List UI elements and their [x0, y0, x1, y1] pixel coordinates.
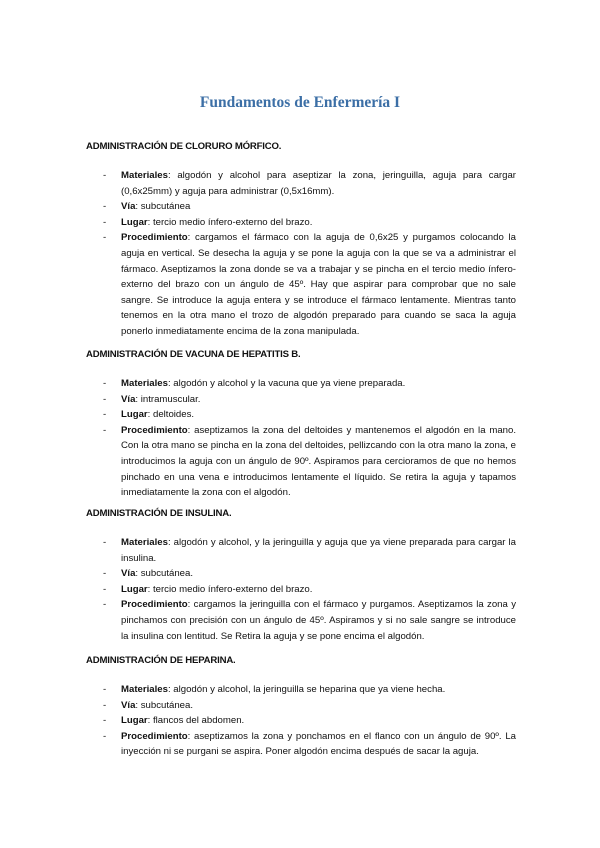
item-text: : aseptizamos la zona y ponchamos en el flanco con un ángulo de 90º. La inyección ni se purgani se aspira. Poner algodón encima después de sacar la aguja. [121, 730, 516, 758]
item-label: Procedimiento [121, 424, 188, 436]
list-item-lugar [86, 215, 516, 231]
dash-bullet: - [103, 537, 107, 548]
dash-bullet: - [103, 699, 107, 711]
dash-bullet: - [103, 424, 107, 436]
item-text: : deltoides. [147, 409, 195, 421]
item-text: : subcutánea. [135, 699, 194, 711]
item-label: Procedimiento [121, 232, 188, 244]
item-text: : algodón y alcohol, la jeringuilla se heparina que ya viene hecha. [167, 684, 446, 695]
item-text: : cargamos el fármaco con la aguja de 0,6x25 y purgamos colocando la aguja en vertical. Se desecha la aguja y se pone la aguja con la que se va a administrar el fármaco. Aseptizamos la zona donde se va a trabajar y se pincha en el tercio medio ínfero-externo del brazo con un ángulo de 45º. Hay que aspirar para comprobar que no sale sangre. Se introduce la aguja entera y se introduce el fármaco lentamente. Mientras tanto tenemos en la otra mano el trozo de algodón preparado para cuando se saca la aguja ponerlo inmediatamente encima de la zona manipulada. [121, 232, 516, 337]
list-item-materiales [86, 168, 516, 199]
dash-bullet: - [103, 715, 107, 727]
dash-bullet: - [103, 568, 107, 580]
list-item-materiales [86, 535, 516, 566]
list-item-procedimiento [86, 423, 516, 501]
item-text: : aseptizamos la zona del deltoides y mantenemos el algodón en la mano. Con la otra mano se pincha en la zona del deltoides, pellizcando con la otra mano la zona, e introducimos la aguja con un ángulo de 90º. Aspiramos para cercioramos de que no hemos pinchado en una vena e introducimos lentamente el líquido. Se retira la aguja y tapamos inmediatamente la zona con el algodón. [121, 424, 516, 499]
section-heading: ADMINISTRACIÓN DE INSULINA. [86, 508, 232, 519]
dash-bullet: - [103, 378, 107, 389]
item-list [86, 682, 516, 760]
dash-bullet: - [103, 201, 107, 213]
item-text: : tercio medio ínfero-externo del brazo. [147, 583, 313, 595]
item-text: : flancos del abdomen. [147, 715, 245, 727]
item-text: : tercio medio ínfero-externo del brazo. [147, 216, 313, 228]
item-label: Vía [121, 699, 136, 711]
dash-bullet: - [103, 583, 107, 595]
item-text: : subcutánea [135, 201, 191, 213]
section-heparina [86, 655, 516, 760]
item-label: Lugar [121, 583, 148, 595]
item-text: : intramuscular. [135, 393, 201, 405]
dash-bullet: - [103, 170, 107, 181]
item-list [86, 168, 516, 340]
dash-bullet: - [103, 730, 107, 742]
item-text: : algodón y alcohol y la vacuna que ya viene preparada. [167, 378, 406, 389]
item-label: Materiales [121, 684, 168, 695]
list-item-procedimiento [86, 230, 516, 339]
list-item-lugar [86, 713, 516, 729]
list-item-procedimiento [86, 597, 516, 644]
section-heading: ADMINISTRACIÓN DE CLORURO MÓRFICO. [86, 141, 282, 152]
list-item-materiales [86, 376, 516, 392]
item-list [86, 535, 516, 644]
list-item-via [86, 566, 516, 582]
list-item-via [86, 392, 516, 408]
item-label: Vía [121, 568, 136, 580]
item-text: : cargamos la jeringuilla con el fármaco y purgamos. Aseptizamos la zona y pinchamos con precisión con un ángulo de 45º. Aspiramos y si no sale sangre se introduce la insulina con lentitud. Se Retira la aguja y se pone encima el algodón. [121, 599, 516, 642]
dash-bullet: - [103, 393, 107, 405]
section-insulina [86, 508, 516, 644]
list-item-materiales [86, 682, 516, 698]
item-label: Lugar [121, 216, 148, 228]
item-label: Procedimiento [121, 599, 188, 611]
item-label: Materiales [121, 378, 168, 389]
dash-bullet: - [103, 232, 107, 244]
item-label: Procedimiento [121, 730, 188, 742]
item-label: Materiales [121, 537, 168, 548]
section-heading: ADMINISTRACIÓN DE HEPARINA. [86, 655, 236, 666]
item-text: : subcutánea. [135, 568, 194, 580]
dash-bullet: - [103, 216, 107, 228]
section-cloruro-morfico [86, 141, 516, 340]
list-item-via [86, 199, 516, 215]
item-list [86, 376, 516, 501]
document-title: Fundamentos de Enfermería I [199, 94, 401, 111]
list-item-lugar [86, 582, 516, 598]
item-label: Lugar [121, 715, 148, 727]
item-label: Vía [121, 393, 136, 405]
dash-bullet: - [103, 684, 107, 695]
list-item-procedimiento [86, 729, 516, 760]
item-label: Materiales [121, 170, 168, 181]
list-item-lugar [86, 407, 516, 423]
dash-bullet: - [103, 599, 107, 611]
item-label: Lugar [121, 409, 148, 421]
list-item-via [86, 698, 516, 714]
section-vacuna-hepatitis-b [86, 349, 516, 501]
dash-bullet: - [103, 409, 107, 421]
item-text: : algodón y alcohol para aseptizar la zona, jeringuilla, aguja para cargar (0,6x25mm) y aguja para administrar (0,5x16mm). [121, 170, 516, 197]
item-label: Vía [121, 201, 136, 213]
section-heading: ADMINISTRACIÓN DE VACUNA DE HEPATITIS B. [86, 349, 301, 360]
item-text: : algodón y alcohol, y la jeringuilla y aguja que ya viene preparada para cargar la insulina. [121, 537, 516, 564]
